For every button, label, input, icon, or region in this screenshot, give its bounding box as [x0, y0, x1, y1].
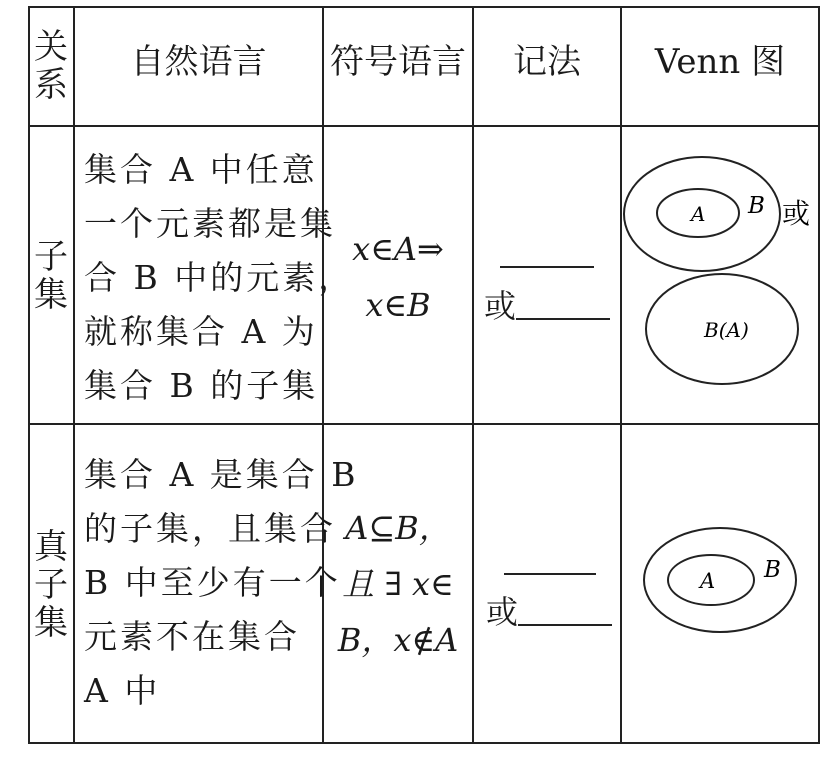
- venn-label-b: B: [748, 193, 765, 219]
- header-relation-char-1: 关: [34, 27, 68, 67]
- natural-line: 集合 A 是集合 B: [84, 455, 359, 494]
- header-venn: Venn 图: [654, 42, 786, 82]
- row-subset-symbol-language: [324, 221, 472, 333]
- notation-blank-1[interactable]: [500, 266, 594, 268]
- natural-line: 元素不在集合: [84, 617, 300, 656]
- symbol-line: x∈B: [365, 286, 431, 324]
- symbol-line: A⊆B，: [345, 509, 451, 547]
- header-symbol-language: 符号语言: [330, 42, 466, 82]
- table-border-right: [818, 6, 820, 744]
- venn-or: 或: [782, 197, 811, 230]
- row-proper-subset-natural-language: [84, 448, 359, 718]
- notation-or: 或: [484, 287, 517, 325]
- natural-line: 就称集合 A 为: [84, 312, 318, 351]
- relation-char: 子: [34, 565, 68, 605]
- venn-label-a: A: [700, 569, 716, 593]
- notation-blank-2[interactable]: [518, 624, 612, 626]
- natural-line: B 中至少有一个: [84, 563, 341, 602]
- header-relation: [31, 28, 71, 104]
- venn-label-b-equals-a: B(A): [704, 318, 749, 342]
- symbol-line: B，x∉A: [337, 621, 459, 659]
- venn-proper-subset-diagram: [622, 425, 818, 741]
- relation-char: 集: [34, 275, 68, 315]
- venn-label-b: B: [764, 557, 781, 583]
- column-divider-3: [472, 6, 474, 744]
- header-natural-language: 自然语言: [130, 42, 267, 82]
- row-proper-subset-relation: [31, 528, 71, 642]
- table-border-left: [28, 6, 30, 744]
- symbol-line: 且 ∃ x∈: [342, 565, 454, 603]
- header-relation-char-2: 系: [34, 65, 68, 105]
- column-divider-1: [73, 6, 75, 744]
- natural-line: 集合 A 中任意: [84, 150, 318, 189]
- row-subset-relation: [31, 238, 71, 314]
- header-notation: 记法: [513, 42, 581, 82]
- natural-line: 合 B 中的元素，: [84, 258, 355, 297]
- notation-blank-2[interactable]: [516, 318, 610, 320]
- notation-blank-1[interactable]: [504, 573, 596, 575]
- venn-subset-diagram: [622, 127, 818, 421]
- symbol-line: x∈A⇒: [352, 230, 444, 268]
- row-proper-subset-symbol-language: [324, 500, 472, 668]
- table-border-top: [28, 6, 820, 8]
- natural-line: A 中: [84, 671, 161, 710]
- relation-char: 子: [34, 237, 68, 277]
- relation-char: 集: [34, 603, 68, 643]
- table-border-bottom: [28, 742, 820, 744]
- natural-line: 的子集，且集合: [84, 509, 336, 548]
- notation-or: 或: [486, 593, 519, 631]
- natural-line: 集合 B 的子集: [84, 366, 319, 405]
- row-subset-natural-language: [84, 143, 354, 413]
- natural-line: 一个元素都是集: [84, 204, 336, 243]
- relation-char: 真: [34, 527, 68, 567]
- venn-label-a: A: [691, 202, 706, 226]
